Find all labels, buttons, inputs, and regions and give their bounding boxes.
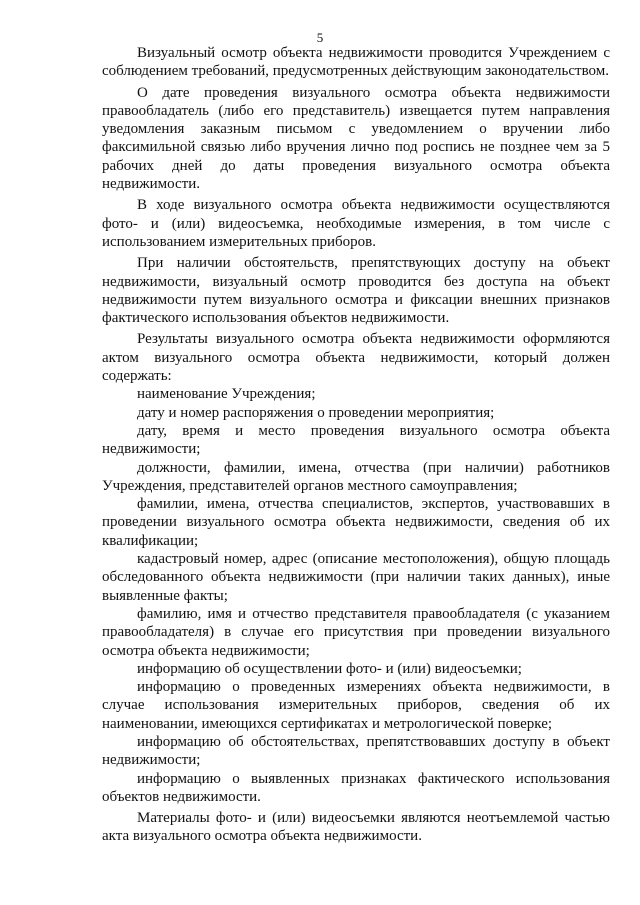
page-number: 5	[316, 30, 324, 45]
paragraph-materials: Материалы фото- и (или) видеосъемки являются неотъемлемой частью акта визуального осмотра объекта недвижимости.	[102, 810, 610, 845]
list-item-employees: должности, фамилии, имена, отчества (при наличии) работников Учреждения, представителей органов местного самоуправления;	[102, 459, 610, 494]
list-item-experts: фамилии, имена, отчества специалистов, экспертов, участвовавших в проведении визуального осмотра объекта недвижимости, сведения об их квалификации;	[102, 496, 610, 549]
paragraph-act-contents: Результаты визуального осмотра объекта недвижимости оформляются актом визуального осмотра объекта недвижимости, который должен содержать:	[102, 331, 610, 385]
paragraph-no-access: При наличии обстоятельств, препятствующих доступу на объект недвижимости, визуальный осмотр проводится без доступа на объект недвижимости путем визуального осмотра и фиксации внешних признаков фактического использования объектов недвижимости.	[102, 255, 610, 327]
list-item-inspection-date-place: дату, время и место проведения визуального осмотра объекта недвижимости;	[102, 422, 610, 458]
list-item-photo-video-info: информацию об осуществлении фото- и (или) видеосъемки;	[137, 660, 522, 677]
list-item-order-date-number: дату и номер распоряжения о проведении мероприятия;	[137, 404, 495, 421]
list-item-institution-name: наименование Учреждения;	[137, 386, 316, 403]
paragraph-notification: О дате проведения визуального осмотра объекта недвижимости правообладатель (либо его представитель) извещается путем направления уведомления заказным письмом с уведомлением о вручении либо факсимильной связью либо вручения лично под роспись не позднее чем за 5 рабочих дней до даты проведения визуального осмотра объекта недвижимости.	[102, 84, 610, 193]
list-item-usage-signs: информацию о выявленных признаках фактического использования объектов недвижимости.	[102, 770, 610, 805]
list-item-cadastral-number: кадастровый номер, адрес (описание местоположения), общую площадь обследованного объекта недвижимости (при наличии таких данных), иные выявленные факты;	[102, 551, 610, 604]
list-item-access-obstacles: информацию об обстоятельствах, препятствовавших доступу в объект недвижимости;	[102, 733, 610, 769]
paragraph-inspection-procedure: Визуальный осмотр объекта недвижимости проводится Учреждением с соблюдением требований, предусмотренных действующим законодательством.	[102, 45, 610, 80]
paragraph-photo-video: В ходе визуального осмотра объекта недвижимости осуществляются фото- и (или) видеосъемка, необходимые измерения, в том числе с использованием измерительных приборов.	[102, 197, 610, 250]
list-item-owner-representative: фамилию, имя и отчество представителя правообладателя (с указанием правообладателя) в случае его присутствия при проведении визуального осмотра объекта недвижимости;	[102, 605, 610, 659]
document-body	[102, 44, 610, 846]
list-item-measurements: информацию о проведенных измерениях объекта недвижимости, в случае использования измерительных приборов, сведения об их наименовании, имеющихся сертификатах и метрологической поверке;	[102, 679, 610, 732]
